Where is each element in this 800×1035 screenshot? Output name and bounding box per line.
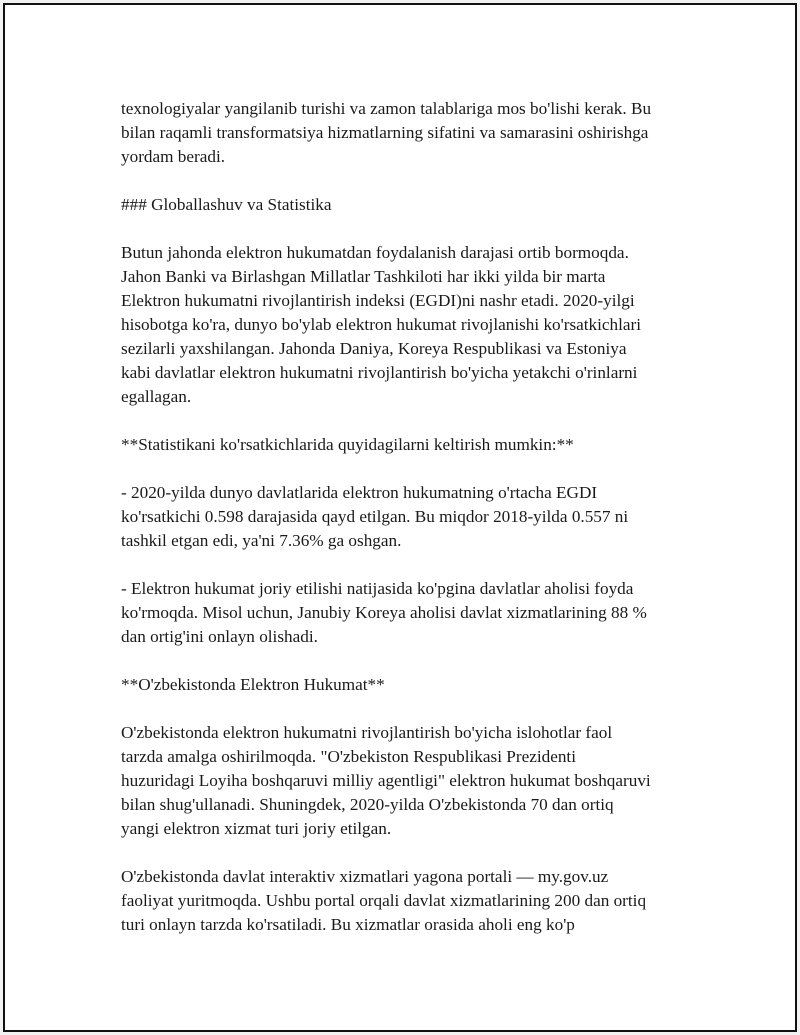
heading-text: **O'zbekistonda Elektron Hukumat** — [121, 675, 385, 694]
section-heading-globallashuv — [121, 193, 701, 217]
paragraph-intro-continuation — [121, 97, 701, 169]
paragraph-uzbekistan-reforms — [121, 721, 701, 841]
list-item-korea — [121, 577, 701, 649]
text-line: tashkil etgan edi, ya'ni 7.36% ga oshgan. — [121, 531, 402, 550]
text-line: Butun jahonda elektron hukumatdan foydalanish darajasi ortib bormoqda. — [121, 243, 629, 262]
text-line: - Elektron hukumat joriy etilishi natijasida ko'pgina davlatlar aholisi foyda — [121, 579, 634, 598]
text-line: kabi davlatlar elektron hukumatni rivojlantirish bo'yicha yetakchi o'rinlarni — [121, 363, 638, 382]
heading-text: ### Globallashuv va Statistika — [121, 195, 332, 214]
statistics-subheading — [121, 433, 701, 457]
list-item-egdi — [121, 481, 701, 553]
text-line: turi onlayn tarzda ko'rsatiladi. Bu xizmatlar orasida aholi eng ko'p — [121, 915, 575, 934]
text-line: egallagan. — [121, 387, 192, 406]
text-line: hisobotga ko'ra, dunyo bo'ylab elektron hukumat rivojlanishi ko'rsatkichlari — [121, 315, 642, 334]
text-line: texnologiyalar yangilanib turishi va zamon talablariga mos bo'lishi kerak. Bu — [121, 99, 652, 118]
text-line: huzuridagi Loyiha boshqaruvi milliy agentligi" elektron hukumat boshqaruvi — [121, 771, 651, 790]
text-line: O'zbekistonda elektron hukumatni rivojlantirish bo'yicha islohotlar faol — [121, 723, 613, 742]
text-line: yordam beradi. — [121, 147, 226, 166]
text-line: ko'rsatkichi 0.598 darajasida qayd etilgan. Bu miqdor 2018-yilda 0.557 ni — [121, 507, 629, 526]
paragraph-global-usage — [121, 241, 701, 409]
document-page — [3, 3, 797, 1032]
subheading-text: **Statistikani ko'rsatkichlarida quyidagilarni keltirish mumkin:** — [121, 435, 574, 454]
text-line: sezilarli yaxshilangan. Jahonda Daniya, Koreya Respublikasi va Estoniya — [121, 339, 627, 358]
text-line: bilan shug'ullanadi. Shuningdek, 2020-yilda O'zbekistonda 70 dan ortiq — [121, 795, 614, 814]
text-line: tarzda amalga oshirilmoqda. "O'zbekiston Respublikasi Prezidenti — [121, 747, 576, 766]
paragraph-portal — [121, 865, 701, 937]
document-body — [121, 97, 701, 961]
text-line: Jahon Banki va Birlashgan Millatlar Tashkiloti har ikki yilda bir marta — [121, 267, 606, 286]
text-line: ko'rmoqda. Misol uchun, Janubiy Koreya aholisi davlat xizmatlarining 88 % — [121, 603, 647, 622]
text-line: - 2020-yilda dunyo davlatlarida elektron hukumatning o'rtacha EGDI — [121, 483, 598, 502]
text-line: dan ortig'ini onlayn olishadi. — [121, 627, 318, 646]
section-heading-uzbekistan — [121, 673, 701, 697]
text-line: O'zbekistonda davlat interaktiv xizmatlari yagona portali — my.gov.uz — [121, 867, 609, 886]
text-line: Elektron hukumatni rivojlantirish indeksi (EGDI)ni nashr etadi. 2020-yilgi — [121, 291, 635, 310]
text-line: faoliyat yuritmoqda. Ushbu portal orqali davlat xizmatlarining 200 dan ortiq — [121, 891, 647, 910]
text-line: yangi elektron xizmat turi joriy etilgan. — [121, 819, 392, 838]
text-line: bilan raqamli transformatsiya hizmatlarning sifatini va samarasini oshirishga — [121, 123, 649, 142]
